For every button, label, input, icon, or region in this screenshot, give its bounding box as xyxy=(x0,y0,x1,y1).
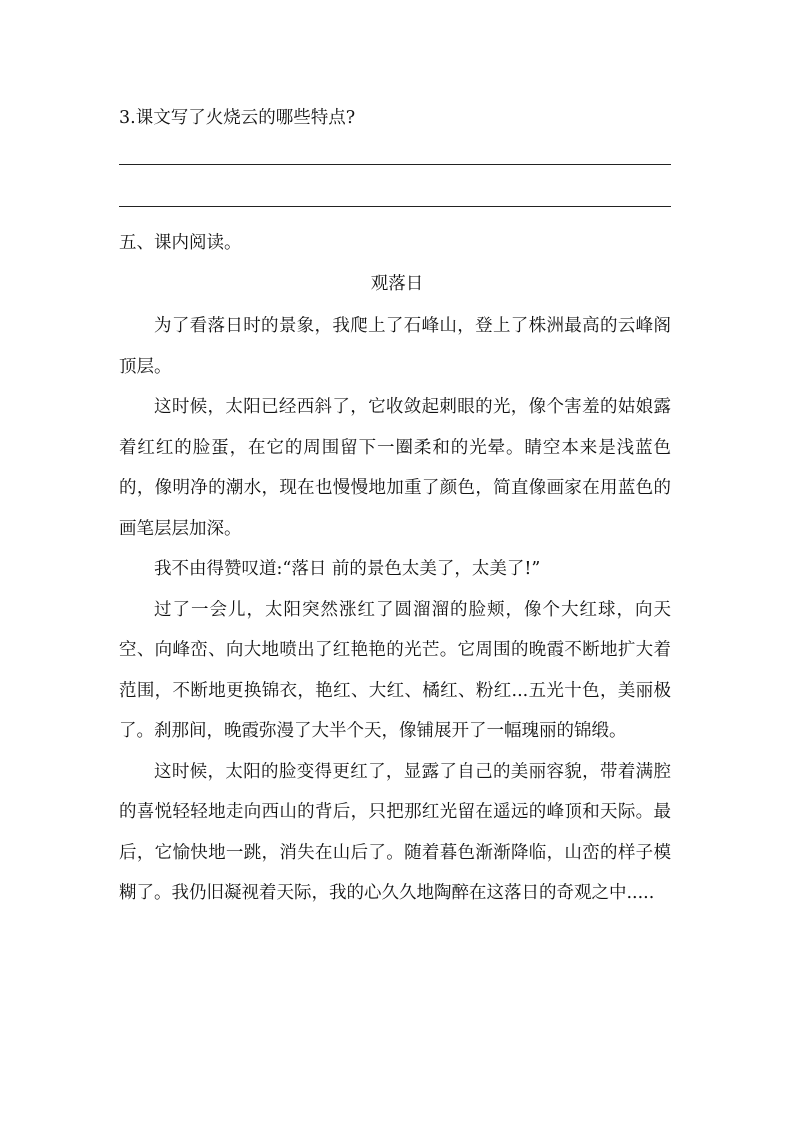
passage-title: 观落日 xyxy=(370,274,424,294)
passage-paragraph-5: 这时候，太阳的脸变得更红了，显露了自己的美丽容貌，带着满腔的喜悦轻轻地走向西山的背后，只把那红光留在遥远的峰顶和天际。最后，它愉快地一跳，消失在山后了。随着暮色渐渐降临，山峦的样子模糊了。我仍旧凝视着天际，我的心久久地陶醉在这落日的奇观之中..... xyxy=(119,761,671,903)
passage-paragraph-1: 为了看落日时的景象，我爬上了石峰山，登上了株洲最高的云峰阁顶层。 xyxy=(119,316,671,377)
section-heading: 五、课内阅读。 xyxy=(119,233,242,253)
passage-paragraph-2: 这时候，太阳已经西斜了，它收敛起刺眼的光，像个害羞的姑娘露着红红的脸蛋，在它的周围留下一圈柔和的光晕。睛空本来是浅蓝色的，像明净的潮水，现在也慢慢地加重了颜色，简直像画家在用蓝色的画笔层层加深。 xyxy=(119,397,671,539)
question-3: 3.课文写了火烧云的哪些特点? xyxy=(119,108,356,128)
answer-line-1[interactable] xyxy=(119,164,671,165)
passage-body xyxy=(119,306,671,914)
passage-paragraph-3: 我不由得赞叹道:“落日 前的景色太美了，太美了!” xyxy=(154,559,541,579)
answer-line-2[interactable] xyxy=(119,206,671,207)
passage-paragraph-4: 过了一会儿，太阳突然涨红了圆溜溜的脸颊，像个大红球，向天空、向峰峦、向大地喷出了红艳艳的光芒。它周围的晚霞不断地扩大着范围，不断地更换锦衣，艳红、大红、橘红、粉红...五光十色，美丽极了。刹那间，晚霞弥漫了大半个天，像铺展开了一幅瑰丽的锦缎。 xyxy=(119,599,671,741)
